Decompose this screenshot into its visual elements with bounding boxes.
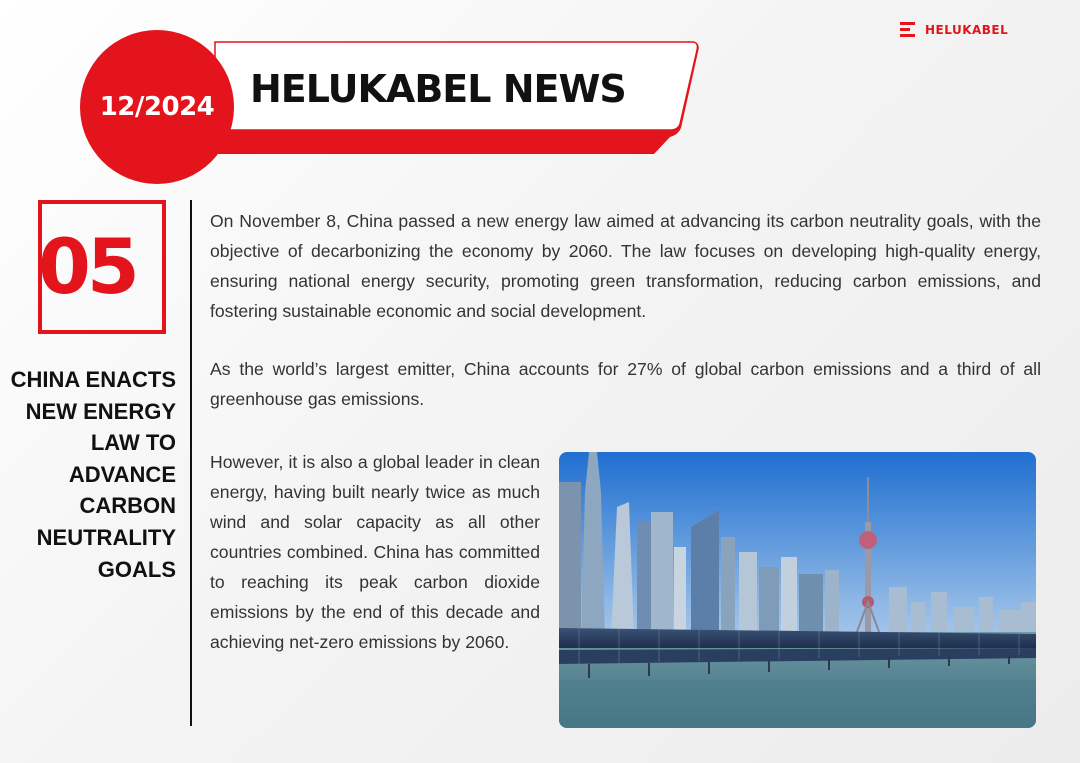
logo-text: HELUKABEL <box>925 22 1009 37</box>
article-paragraph-2: As the world’s largest emitter, China accounts for 27% of global carbon emissions and a third of all greenhouse gas emissions. <box>210 359 1041 409</box>
skyline-solar-illustration <box>559 452 1036 728</box>
article-paragraph-1: On November 8, China passed a new energy law aimed at advancing its carbon neutrality goals, with the objective of decarbonizing the economy by 2060. The law focuses on developing high-quality energy, ensuring national energy security, promoting green transformation, reducing carbon emissions, and fostering sustainable economic and social development. <box>210 211 1041 321</box>
article-number: 05 <box>38 222 136 311</box>
vertical-divider <box>190 200 192 726</box>
article-headline: CHINA ENACTS NEW ENERGY LAW TO ADVANCE CARBON NEUTRALITY GOALS <box>10 367 176 582</box>
article-paragraph-3: However, it is also a global leader in clean energy, having built nearly twice as much wind and solar capacity as all other countries combined. China has committed to reaching its peak carbon dioxide emissions by the end of this decade and achieving net-zero emissions by 2060. <box>210 452 540 652</box>
shanghai-solar-photo <box>559 452 1036 728</box>
banner-title: HELUKABEL NEWS <box>250 67 626 111</box>
logo-mark-icon <box>900 22 915 37</box>
news-banner <box>195 40 701 155</box>
issue-date: 12/2024 <box>99 92 215 122</box>
helukabel-logo <box>900 22 1008 37</box>
date-badge <box>80 30 234 184</box>
